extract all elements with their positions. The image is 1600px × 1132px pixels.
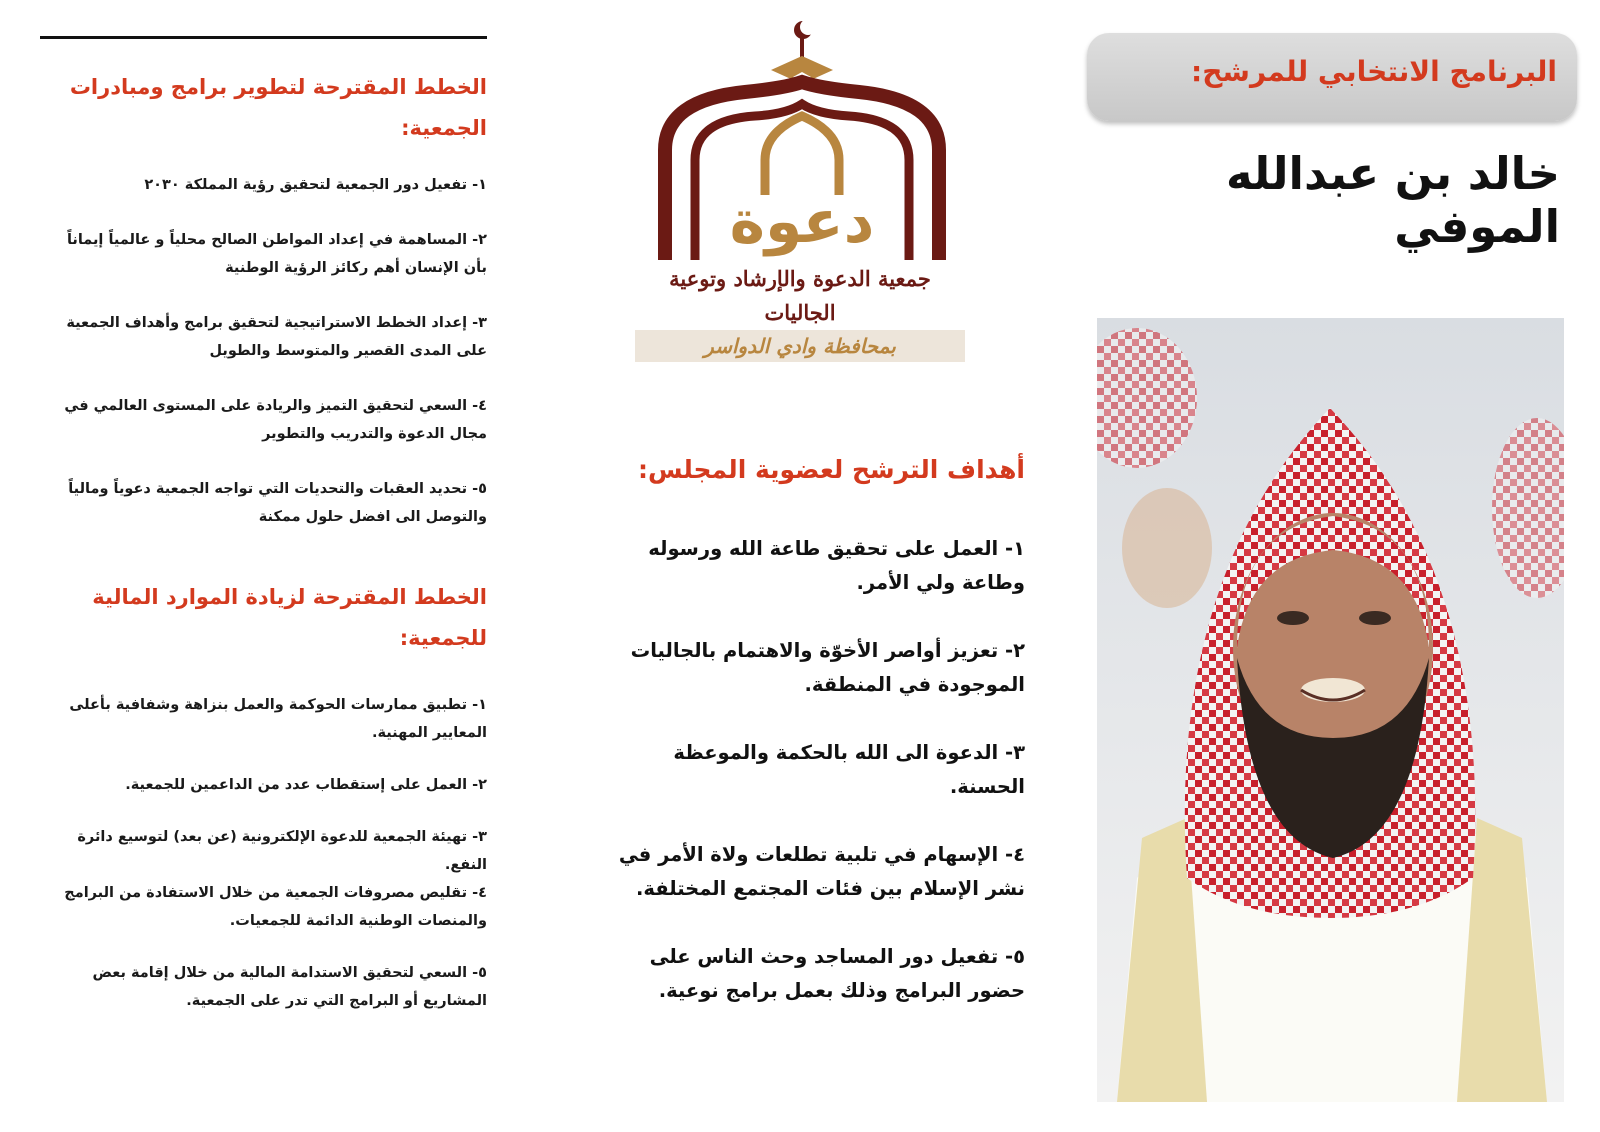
gold-arch [765, 116, 839, 195]
candidate-name: خالد بن عبدالله الموفي [1225, 147, 1560, 253]
logo-caption [635, 262, 965, 362]
banner-title: البرنامج الانتخابي للمرشح: [1191, 55, 1557, 88]
list-item: ٣- تهيئة الجمعية للدعوة الإلكترونية (عن بعد) لتوسيع دائرة النفع. [77, 829, 487, 873]
plans-column [40, 36, 487, 1015]
financial-plans-title: الخطط المقترحة لزيادة الموارد المالية للجمعية: [92, 585, 487, 650]
portrait-illustration [1097, 318, 1564, 1102]
organization-location: بمحافظة وادي الدواسر [635, 330, 965, 362]
program-banner [1087, 33, 1577, 121]
list-item: ١- العمل على تحقيق طاعة الله ورسوله وطاعة ولي الأمر. [648, 537, 1025, 594]
list-item: ٣- إعداد الخطط الاستراتيجية لتحقيق برامج وأهداف الجمعية على المدى القصير والمتوسط والطويل [66, 315, 487, 359]
candidate-photo [1097, 318, 1564, 1102]
list-item: ٤- تقليص مصروفات الجمعية من خلال الاستفادة من البرامج والمنصات الوطنية الدائمة للجمعيات. [64, 885, 487, 929]
list-item: ٥- تفعيل دور المساجد وحث الناس على حضور البرامج وذلك بعمل برامج نوعية. [649, 945, 1025, 1002]
top-divider [40, 36, 487, 39]
list-item: ٣- الدعوة الى الله بالحكمة والموعظة الحسنة. [673, 741, 1025, 798]
organization-name: جمعية الدعوة والإرشاد وتوعية الجاليات [669, 266, 931, 325]
financial-plans-list [40, 691, 487, 1015]
list-item: ٤- السعي لتحقيق التميز والريادة على المستوى العالمي في مجال الدعوة والتدريب والتطوير [64, 398, 487, 442]
goals-list [595, 532, 1025, 1042]
list-item: ٢- المساهمة في إعداد المواطن الصالح محلياً و عالمياً إيماناً بأن الإنسان أهم ركائز الرؤية الوطنية [66, 232, 487, 276]
list-item: ١- تفعيل دور الجمعية لتحقيق رؤية المملكة ٢٠٣٠ [144, 177, 487, 193]
list-item: ٥- السعي لتحقيق الاستدامة المالية من خلال إقامة بعض المشاريع أو البرامج التي تدر على الجمعية. [92, 965, 487, 1009]
goals-title: أهداف الترشح لعضوية المجلس: [637, 455, 1025, 484]
list-item: ٢- تعزيز أواصر الأخوّة والاهتمام بالجاليات الموجودة في المنطقة. [630, 639, 1025, 696]
list-item: ١- تطبيق ممارسات الحوكمة والعمل بنزاهة وشفافية بأعلى المعايير المهنية. [69, 697, 487, 741]
list-item: ٤- الإسهام في تلبية تطلعات ولاة الأمر في نشر الإسلام بين فئات المجتمع المختلفة. [618, 843, 1025, 900]
logo-word: دعوة [729, 187, 875, 257]
list-item: ٥- تحديد العقبات والتحديات التي تواجه الجمعية دعوياً ومالياً والتوصل الى افضل حلول ممكنة [68, 481, 487, 525]
development-plans-title: الخطط المقترحة لتطوير برامج ومبادرات الجمعية: [69, 75, 487, 140]
list-item: ٢- العمل على إستقطاب عدد من الداعمين للجمعية. [125, 777, 487, 793]
development-plans-list [40, 171, 487, 531]
crescent-icon [794, 20, 816, 39]
